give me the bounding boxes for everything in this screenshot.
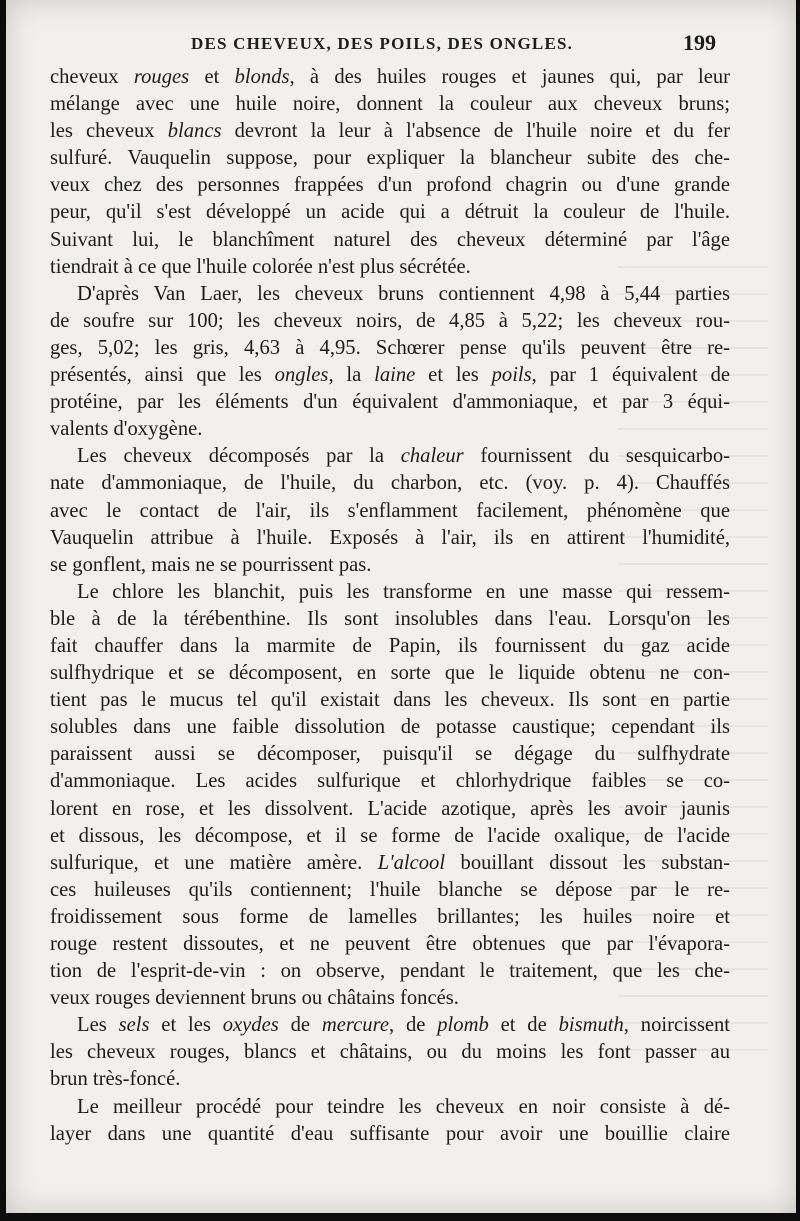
text-line: solubles dans une faible dissolution de potasse caustique; cependant ils <box>50 716 730 739</box>
running-title: DES CHEVEUX, DES POILS, DES ONGLES. <box>191 34 574 53</box>
italic-term: rouges <box>133 66 190 88</box>
text-line: brun très-foncé. <box>50 1068 181 1091</box>
italic-term: mercure <box>321 1014 389 1037</box>
italic-term: ongles <box>274 364 329 387</box>
paragraph <box>50 281 730 444</box>
text-line: rouge restent dissoutes, et ne peuvent être obtenues que par l'évapora- <box>50 933 730 955</box>
text-line: layer dans une quantité d'eau suffisante pour avoir une bouillie claire <box>50 1122 730 1145</box>
text-line: et dissous, les décompose, et il se forme de l'acide oxalique, de l'acide <box>50 824 730 847</box>
text-line: valents d'oxygène. <box>50 418 203 441</box>
text-line: Vauquelin attribue à l'huile. Exposés à l'air, ils en attirent l'humidité, <box>50 526 730 549</box>
text-line: se gonflent, mais ne se pourrissent pas. <box>50 553 372 576</box>
text-line: de soufre sur 100; les cheveux noirs, de 4,85 à 5,22; les cheveux rou- <box>50 309 730 332</box>
text-line: Suivant lui, le blanchîment naturel des cheveux déterminé par l'âge <box>50 228 730 251</box>
paragraph <box>50 1094 730 1148</box>
text-line: lorent en rose, et les dissolvent. L'acide azotique, après les avoir jaunis <box>50 797 730 820</box>
body-text <box>50 64 730 1148</box>
text-line: Les sels et les oxydes de mercure, de plomb et de bismuth, noircissent <box>77 1014 731 1037</box>
text-line: veux rouges deviennent bruns ou châtains foncés. <box>50 987 459 1010</box>
italic-term: oxydes <box>222 1014 279 1037</box>
text-line: Le chlore les blanchit, puis les transforme en une masse qui ressem- <box>77 580 730 603</box>
book-page <box>6 0 796 1213</box>
text-line: nate d'ammoniaque, de l'huile, du charbon, etc. (voy. p. 4). Chauffés <box>50 472 730 495</box>
text-line: froidissement sous forme de lamelles brillantes; les huiles noire et <box>50 905 730 928</box>
text-line: ble à de la térébenthine. Ils sont insolubles dans l'eau. Lorsqu'on les <box>50 607 730 630</box>
text-line: veux chez des personnes frappées d'un profond chagrin ou d'une grande <box>50 174 730 197</box>
text-line: ges, 5,02; les gris, 4,63 à 4,95. Schœrer pense qu'ils peuvent être re- <box>50 336 730 359</box>
paragraph <box>50 1012 730 1093</box>
text-line: sulfuré. Vauquelin suppose, pour expliquer la blancheur subite des che- <box>50 147 730 170</box>
text-line: sulfhydrique et se décomposent, en sorte que le liquide obtenu ne con- <box>50 662 730 685</box>
text-line: avec le contact de l'air, ils s'enflamment facilement, phénomène que <box>50 499 730 522</box>
text-line: cheveux rouges et blonds, à des huiles rouges et jaunes qui, par leur <box>50 66 730 88</box>
text-line: d'ammoniaque. Les acides sulfurique et chlorhydrique faibles se co- <box>50 770 730 793</box>
italic-term: laine <box>374 364 416 387</box>
italic-term: chaleur <box>400 445 464 468</box>
italic-term: blonds <box>234 66 290 88</box>
italic-term: bismuth <box>558 1014 624 1037</box>
text-line: fait chauffer dans la marmite de Papin, ils fournissent du gaz acide <box>50 634 730 657</box>
text-line: peur, qu'il s'est développé un acide qui a détruit la couleur de l'huile. <box>50 201 730 224</box>
text-line: mélange avec une huile noire, donnent la couleur aux cheveux bruns; <box>50 93 730 116</box>
italic-term: plomb <box>437 1014 489 1037</box>
text-line: Le meilleur procédé pour teindre les cheveux en noir consiste à dé- <box>77 1095 730 1118</box>
text-line: tient pas le mucus tel qu'il existait dans les cheveux. Ils sont en partie <box>50 689 730 712</box>
italic-term: poils <box>491 364 532 387</box>
italic-term: blancs <box>167 120 222 143</box>
text-line: Les cheveux décomposés par la chaleur fournissent du sesquicarbo- <box>77 445 730 468</box>
text-line: sulfurique, et une matière amère. L'alcool bouillant dissout les substan- <box>50 851 731 874</box>
page-number: 199 <box>683 30 716 55</box>
text-line: présentés, ainsi que les ongles, la laine et les poils, par 1 équivalent de <box>50 364 731 387</box>
text-line: protéine, par les éléments d'un équivalent d'ammoniaque, et par 3 équi- <box>50 391 730 414</box>
text-line: tion de l'esprit-de-vin : on observe, pendant le traitement, que les che- <box>50 960 730 983</box>
paragraph <box>50 64 730 281</box>
text-line: D'après Van Laer, les cheveux bruns contiennent 4,98 à 5,44 parties <box>77 282 730 305</box>
text-line: les cheveux rouges, blancs et châtains, ou du moins les font passer au <box>50 1041 730 1064</box>
italic-term: sels <box>118 1014 150 1037</box>
italic-term: L'alcool <box>377 851 446 874</box>
text-line: paraissent aussi se décomposer, puisqu'il se dégage du sulfhydrate <box>50 743 730 766</box>
text-line: les cheveux blancs devront la leur à l'absence de l'huile noire et du fer <box>50 120 730 143</box>
paragraph <box>50 579 730 1013</box>
text-line: ces huileuses qu'ils contiennent; l'huile blanche se dépose par le re- <box>50 878 730 901</box>
text-line: tiendrait à ce que l'huile colorée n'est plus sécrétée. <box>50 255 471 278</box>
page-header <box>6 30 796 60</box>
paragraph <box>50 443 730 578</box>
